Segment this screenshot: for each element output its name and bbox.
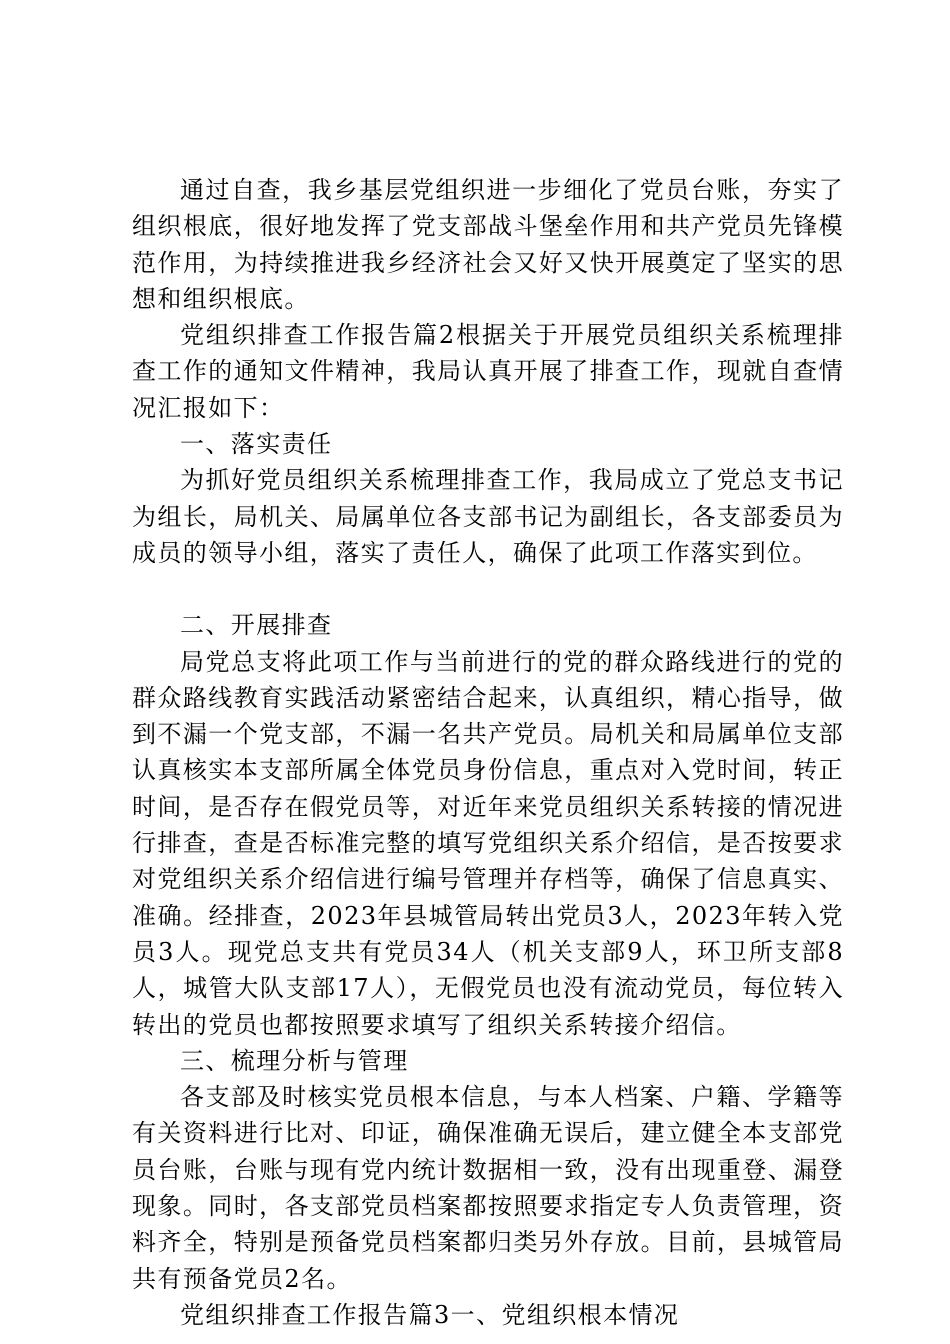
heading-carry-out-inspection: 二、开展排查	[180, 611, 333, 640]
paragraph-analysis-management: 各支部及时核实党员根本信息，与本人档案、户籍、学籍等有关资料进行比对、印证，确保准确无误后，建立健全本支部党员台账，台账与现有党内统计数据相一致，没有出现重登、漏登现象。同时，各支部党员档案都按照要求指定专人负责管理，资料齐全，特别是预备党员档案都归类另外存放。目前，县城管局共有预备党员2名。	[132, 1083, 844, 1293]
heading-analysis-management: 三、梳理分析与管理	[180, 1046, 409, 1075]
paragraph-responsibility: 为抓好党员组织关系梳理排查工作，我局成立了党总支书记为组长，局机关、局属单位各支部书记为副组长，各支部委员为成员的领导小组，落实了责任人，确保了此项工作落实到位。	[132, 466, 844, 567]
paragraph-self-check-summary: 通过自查，我乡基层党组织进一步细化了党员台账，夯实了组织根底，很好地发挥了党支部战斗堡垒作用和共产党员先锋模范作用，为持续推进我乡经济社会又好又快开展奠定了坚实的思想和组织根底。	[132, 176, 844, 313]
paragraph-inspection: 局党总支将此项工作与当前进行的党的群众路线进行的党的群众路线教育实践活动紧密结合起来，认真组织，精心指导，做到不漏一个党支部，不漏一名共产党员。局机关和局属单位支部认真核实本支部所属全体党员身份信息，重点对入党时间，转正时间，是否存在假党员等，对近年来党员组织关系转接的情况进行排查，查是否标准完整的填写党组织关系介绍信，是否按要求对党组织关系介绍信进行编号管理并存档等，确保了信息真实、准确。经排查，2023年县城管局转出党员3人，2023年转入党员3人。现党总支共有党员34人（机关支部9人，环卫所支部8人，城管大队支部17人），无假党员也没有流动党员，每位转入转出的党员也都按照要求填写了组织关系转接介绍信。	[132, 647, 844, 1039]
paragraph-report-2-intro: 党组织排查工作报告篇2根据关于开展党员组织关系梳理排查工作的通知文件精神，我局认真开展了排查工作，现就自查情况汇报如下：	[132, 321, 844, 422]
heading-implement-responsibility: 一、落实责任	[180, 430, 333, 459]
heading-report-3: 党组织排查工作报告篇3一、党组织根本情况	[180, 1300, 680, 1329]
paragraph-spacer	[132, 571, 844, 607]
document-body	[132, 172, 844, 1333]
